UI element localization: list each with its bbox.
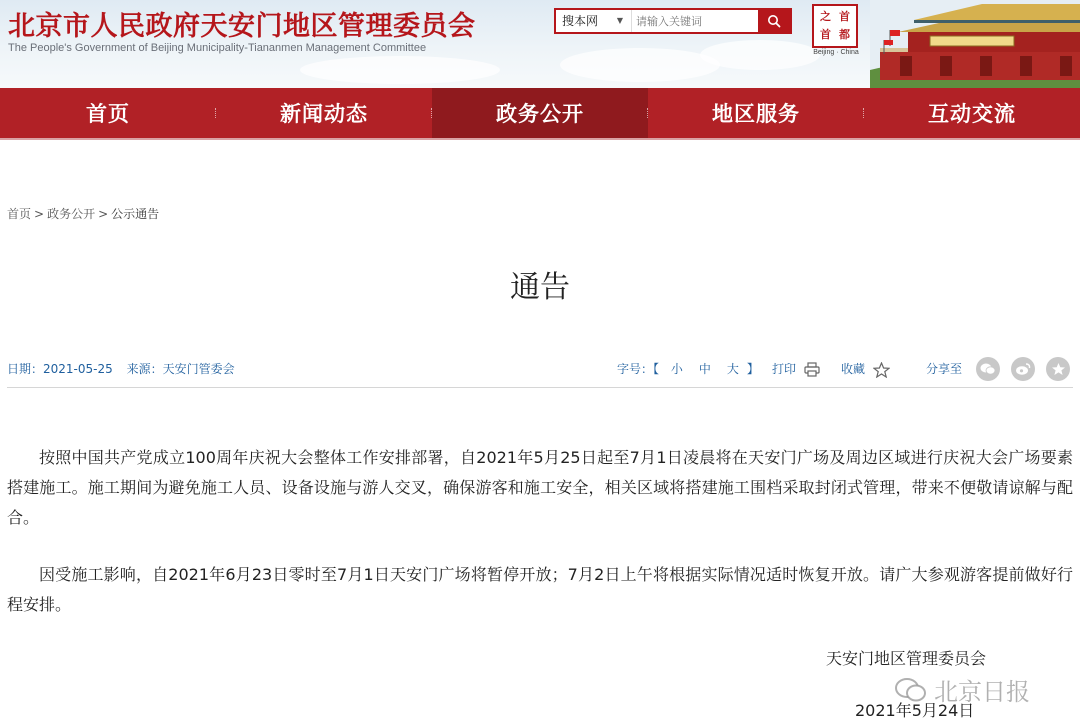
header-banner xyxy=(0,0,1080,88)
breadcrumb-home-link[interactable]: 首页 xyxy=(7,207,32,221)
cloud-decoration xyxy=(700,40,820,70)
search-box xyxy=(554,8,792,34)
font-size-medium-button[interactable]: 中 xyxy=(698,362,711,376)
breadcrumb-separator: > xyxy=(98,207,109,221)
article-paragraph: 按照中国共产党成立100周年庆祝大会整体工作安排部署，自2021年5月25日起至7月1日凌晨将在天安门广场及周边区域进行庆祝大会广场要素搭建施工。施工期间为避免施工人员、设备设施与游人交叉，确保游客和施工安全，相关区域将搭建施工围档采取封闭式管理，带来不便敬请谅解与配合。 xyxy=(7,448,1073,527)
wechat-icon xyxy=(980,362,996,376)
print-label: 打印 xyxy=(772,362,797,376)
wechat-watermark-icon xyxy=(894,676,928,704)
main-nav xyxy=(0,88,1080,138)
tiananmen-gate-illustration xyxy=(870,0,1080,88)
weibo-icon xyxy=(1015,362,1031,376)
signature-date: 2021年5月24日 xyxy=(855,701,975,720)
watermark xyxy=(894,672,1030,707)
search-icon xyxy=(767,14,781,28)
nav-item-label: 新闻动态 xyxy=(280,102,368,126)
print-button[interactable] xyxy=(772,360,820,377)
qzone-star-icon xyxy=(1051,362,1066,376)
star-icon xyxy=(873,362,890,378)
nav-item-label: 互动交流 xyxy=(928,102,1016,126)
logo-glyph: 首 xyxy=(839,10,850,23)
search-button[interactable] xyxy=(758,10,790,32)
cloud-decoration xyxy=(300,56,500,84)
search-input[interactable] xyxy=(634,11,762,31)
nav-item-home[interactable] xyxy=(0,88,216,138)
font-size-large-button[interactable]: 大 xyxy=(726,362,739,376)
search-scope-select[interactable] xyxy=(556,10,632,32)
caret-down-icon: ▼ xyxy=(616,16,623,25)
font-size-small-button[interactable]: 小 xyxy=(670,362,683,376)
nav-item-area-services[interactable] xyxy=(648,88,864,138)
article-source: 来源：天安门管委会 xyxy=(126,362,235,376)
share-group xyxy=(926,360,962,377)
watermark-text: 北京日报 xyxy=(934,678,1030,706)
breadcrumb-current: 公示通告 xyxy=(111,207,160,221)
article-meta xyxy=(7,360,245,377)
nav-item-label: 首页 xyxy=(86,102,130,126)
capital-logo-caption: Beijing · China xyxy=(813,49,859,56)
share-qzone-button[interactable] xyxy=(1046,357,1070,381)
article-title: 通告 xyxy=(510,270,570,305)
breadcrumb-section-link[interactable]: 政务公开 xyxy=(47,207,96,221)
meta-divider xyxy=(7,387,1073,388)
nav-bottom-border xyxy=(0,138,1080,140)
nav-item-news[interactable] xyxy=(216,88,432,138)
nav-item-government-affairs[interactable] xyxy=(432,88,648,138)
share-weibo-button[interactable] xyxy=(1011,357,1035,381)
breadcrumb xyxy=(7,205,159,222)
share-wechat-button[interactable] xyxy=(976,357,1000,381)
logo-glyph: 都 xyxy=(839,28,850,41)
font-size-control xyxy=(617,360,759,377)
article-date: 日期：2021-05-25 xyxy=(7,362,113,376)
cloud-decoration xyxy=(560,48,720,82)
logo-glyph: 之 xyxy=(820,10,831,23)
share-label: 分享至 xyxy=(926,362,963,376)
bracket-open: 【 xyxy=(653,362,660,376)
search-scope-label: 搜本网 xyxy=(562,14,599,28)
breadcrumb-separator: > xyxy=(34,207,45,221)
logo-glyph: 首 xyxy=(820,28,831,41)
article-paragraph: 因受施工影响，自2021年6月23日零时至7月1日天安门广场将暂停开放；7月2日上午将根据实际情况适时恢复开放。请广大参观游客提前做好行程安排。 xyxy=(7,565,1073,614)
signature-organization: 天安门地区管理委员会 xyxy=(826,649,987,668)
site-title[interactable]: 北京市人民政府天安门地区管理委员会 xyxy=(8,11,476,42)
favorite-label: 收藏 xyxy=(841,362,866,376)
printer-icon xyxy=(804,362,820,377)
site-subtitle: The People's Government of Beijing Municipality-Tiananmen Management Committee xyxy=(8,42,427,54)
favorite-button[interactable] xyxy=(841,360,890,378)
bracket-close: 】 xyxy=(746,362,759,376)
nav-item-label: 政务公开 xyxy=(496,102,584,126)
nav-item-label: 地区服务 xyxy=(712,102,800,126)
capital-logo xyxy=(812,4,858,48)
article-toolbar xyxy=(617,355,1077,381)
font-size-label: 字号： xyxy=(617,362,654,376)
nav-item-interaction[interactable] xyxy=(864,88,1080,138)
